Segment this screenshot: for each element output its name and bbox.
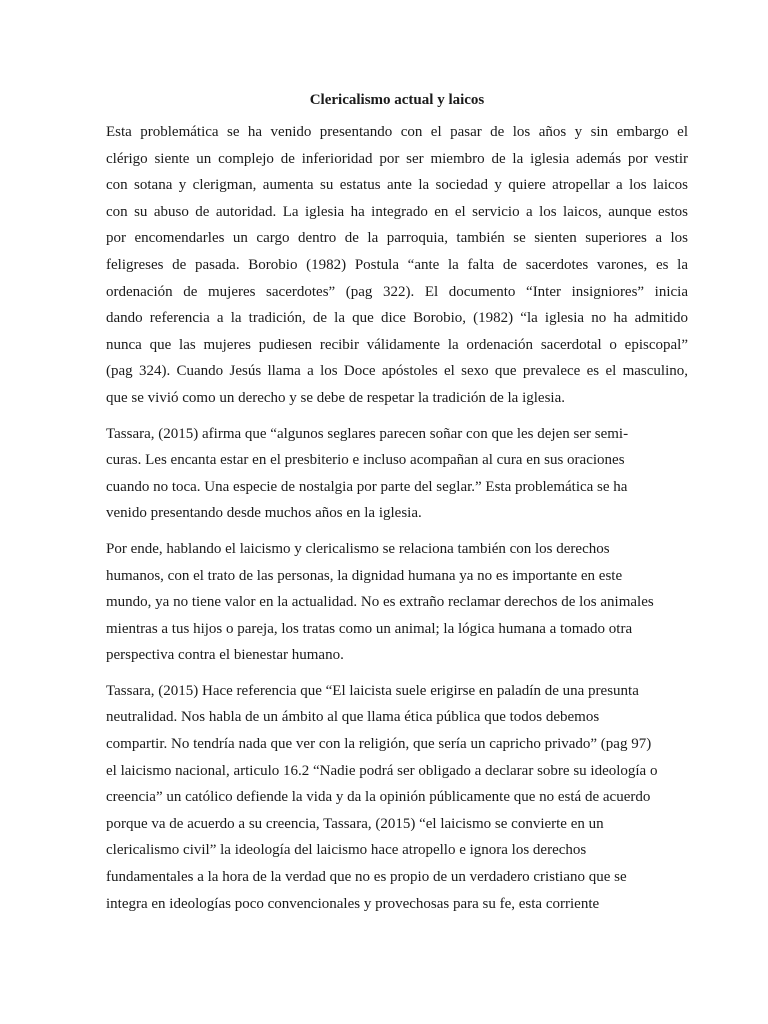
- paragraph: [106, 119, 688, 412]
- text-line: mientras a tus hijos o pareja, los tratas como un animal; la lógica humana a tomado otra: [106, 620, 633, 637]
- text-line: (pag 324). Cuando Jesús llama a los Doce apóstoles el sexo que prevalece es el masculino,: [106, 363, 688, 380]
- paragraph: [106, 421, 688, 527]
- text-line: ordenación de mujeres sacerdotes” (pag 322). El documento “Inter insigniores” inicia: [106, 283, 688, 300]
- text-line: el laicismo nacional, articulo 16.2 “Nadie podrá ser obligado a declarar sobre su ideología o: [106, 762, 658, 779]
- text-line: Por ende, hablando el laicismo y clericalismo se relaciona también con los derechos: [106, 540, 610, 557]
- text-line: nunca que las mujeres pudiesen recibir válidamente la ordenación sacerdotal o episcopal”: [106, 336, 688, 353]
- text-line: Tassara, (2015) Hace referencia que “El laicista suele erigirse en paladín de una presunta: [106, 682, 639, 699]
- document-page: [106, 84, 688, 926]
- text-line: feligreses de pasada. Borobio (1982) Postula “ante la falta de sacerdotes varones, es la: [106, 256, 688, 273]
- text-line: Tassara, (2015) afirma que “algunos seglares parecen soñar con que les dejen ser semi-: [106, 425, 629, 442]
- text-line: Esta problemática se ha venido presentando con el pasar de los años y sin embargo el: [106, 124, 688, 140]
- text-line: clérigo siente un complejo de inferioridad por ser miembro de la iglesia además por vestir: [106, 150, 688, 167]
- text-line: perspectiva contra el bienestar humano.: [106, 647, 344, 664]
- text-line: porque va de acuerdo a su creencia, Tassara, (2015) “el laicismo se convierte en un: [106, 815, 604, 832]
- text-line: creencia” un católico defiende la vida y da la opinión públicamente que no está de acuerdo: [106, 789, 651, 806]
- document-body: [106, 119, 688, 917]
- text-line: con su abuso de autoridad. La iglesia ha integrado en el servicio a los laicos, aunque estos: [106, 203, 688, 220]
- text-line: integra en ideologías poco convencionales y provechosas para su fe, esta corriente: [106, 895, 600, 912]
- text-line: fundamentales a la hora de la verdad que no es propio de un verdadero cristiano que se: [106, 869, 627, 886]
- paragraph: [106, 678, 688, 917]
- text-line: dando referencia a la tradición, de la que dice Borobio, (1982) “la iglesia no ha admitido: [106, 310, 688, 327]
- document-title: Clericalismo actual y laicos: [309, 92, 485, 108]
- text-line: clericalismo civil” la ideología del laicismo hace atropello e ignora los derechos: [106, 842, 587, 859]
- text-line: humanos, con el trato de las personas, la dignidad humana ya no es importante en este: [106, 567, 623, 584]
- text-line: curas. Les encanta estar en el presbiterio e incluso acompañan al cura en sus oraciones: [106, 452, 625, 469]
- text-line: mundo, ya no tiene valor en la actualidad. No es extraño reclamar derechos de los animales: [106, 594, 654, 611]
- text-line: cuando no toca. Una especie de nostalgia por parte del seglar.” Esta problemática se ha: [106, 478, 628, 495]
- text-line: por encomendarles un cargo dentro de la parroquia, también se sienten superiores a los: [106, 230, 688, 247]
- text-line: que se vivió como un derecho y se debe de respetar la tradición de la iglesia.: [106, 389, 565, 406]
- text-line: compartir. No tendría nada que ver con la religión, que sería un capricho privado” (pag 97): [106, 736, 652, 753]
- text-line: con sotana y clerigman, aumenta su estatus ante la sociedad y quiere atropellar a los laicos: [106, 177, 688, 194]
- paragraph: [106, 536, 688, 669]
- text-line: venido presentando desde muchos años en la iglesia.: [106, 505, 422, 522]
- text-line: neutralidad. Nos habla de un ámbito al que llama ética pública que todos debemos: [106, 709, 600, 726]
